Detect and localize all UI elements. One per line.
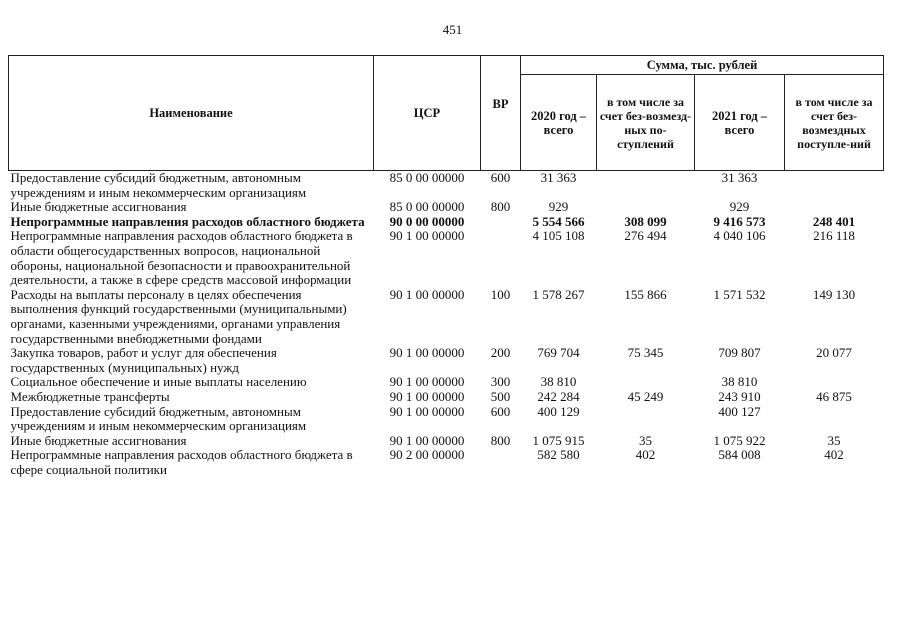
- row-2020-total: 4 105 108: [532, 228, 585, 244]
- row-name: Закупка товаров, работ и услуг для обеспечения государственных (муниципальных) нужд: [10, 345, 277, 375]
- row-2020-free: [597, 171, 695, 201]
- row-2020-free: 155 866: [624, 286, 667, 302]
- header-2021-total: 2021 год – всего: [695, 75, 785, 171]
- row-name: Предоставление субсидий бюджетным, автономным учреждениям и иным некоммерческим организациям: [10, 170, 307, 200]
- row-2021-free: 402: [824, 447, 844, 463]
- header-vr: ВР: [481, 56, 521, 171]
- table-row: [9, 171, 884, 201]
- header-2020-total: 2020 год – всего: [521, 75, 597, 171]
- row-2021-free: [785, 171, 884, 201]
- budget-table: [8, 55, 884, 477]
- row-csr: 85 0 00 00000: [389, 199, 465, 215]
- row-2021-free: 216 118: [813, 228, 855, 244]
- header-2021-free: в том числе за счет без-возмездных поступле-ний: [785, 75, 884, 171]
- row-2021-free: [785, 375, 884, 390]
- row-vr: 600: [490, 403, 511, 419]
- row-2021-total: 9 416 573: [713, 213, 766, 229]
- row-2020-total: 400 129: [537, 403, 580, 419]
- row-name: Непрограммные направления расходов областного бюджета в сфере социальной политики: [10, 447, 353, 477]
- row-vr: 100: [490, 286, 511, 302]
- row-2021-total: 243 910: [718, 388, 761, 404]
- row-csr: 90 2 00 00000: [389, 447, 465, 463]
- row-2020-free: 402: [635, 447, 656, 463]
- row-2021-total: 4 040 106: [713, 228, 766, 244]
- table-row: [9, 215, 884, 230]
- row-2021-total: 38 810: [721, 374, 758, 390]
- row-2021-total: 1 571 532: [713, 286, 766, 302]
- row-vr: 500: [490, 388, 511, 404]
- table-row: [9, 288, 884, 346]
- row-2021-free: 20 077: [816, 345, 852, 361]
- row-vr: 800: [490, 432, 511, 448]
- row-2021-total: 929: [729, 199, 750, 215]
- header-sum-group: Сумма, тыс. рублей: [521, 56, 884, 75]
- row-2021-free: 46 875: [816, 388, 852, 404]
- row-vr: 800: [490, 199, 511, 215]
- row-csr: 90 1 00 00000: [389, 228, 465, 244]
- table-row: [9, 448, 884, 477]
- row-2020-total: 582 580: [537, 447, 580, 463]
- table-row: [9, 346, 884, 375]
- table-header: [9, 56, 884, 171]
- table-body: [9, 171, 884, 478]
- row-csr: 90 1 00 00000: [389, 432, 465, 448]
- row-name: Иные бюджетные ассигнования: [10, 199, 187, 215]
- row-2020-free: 75 345: [627, 345, 664, 361]
- row-2020-total: 1 578 267: [532, 286, 585, 302]
- row-vr: [481, 215, 521, 230]
- table-row: [9, 375, 884, 390]
- table-row: [9, 229, 884, 287]
- header-csr: ЦСР: [374, 56, 481, 171]
- row-vr: [481, 229, 521, 287]
- row-vr: [481, 448, 521, 477]
- row-csr: 90 1 00 00000: [389, 388, 465, 404]
- row-2021-free: 35: [827, 432, 841, 448]
- page-number: 451: [442, 22, 463, 37]
- row-2021-total: 31 363: [721, 170, 758, 185]
- row-csr: 90 1 00 00000: [389, 286, 465, 302]
- row-vr: 200: [490, 345, 511, 361]
- row-2021-total: 584 008: [718, 447, 761, 463]
- row-name: Непрограммные направления расходов областного бюджета в области общегосударственных вопросов, национальной обороны, национальной безопасности и правоохранительной деятельности, а также в сфере средств массовой информации: [10, 228, 353, 288]
- row-csr: 90 1 00 00000: [389, 374, 465, 390]
- row-2020-free: 276 494: [624, 228, 667, 244]
- row-2020-free: 35: [639, 432, 652, 448]
- row-name: Непрограммные направления расходов областного бюджета: [10, 213, 365, 229]
- row-2020-free: [597, 200, 695, 215]
- table-row: [9, 200, 884, 215]
- row-2021-free: [785, 200, 884, 215]
- row-vr: 300: [490, 374, 511, 390]
- row-2021-total: 400 127: [718, 403, 761, 419]
- row-name: Предоставление субсидий бюджетным, автономным учреждениям и иным некоммерческим организациям: [10, 403, 307, 434]
- row-2020-total: 31 363: [540, 170, 577, 185]
- row-name: Межбюджетные трансферты: [10, 388, 170, 404]
- row-2020-total: 5 554 566: [532, 213, 585, 229]
- row-csr: 90 0 00 00000: [389, 213, 465, 229]
- row-2020-free: [597, 375, 695, 390]
- row-name: Иные бюджетные ассигнования: [10, 432, 187, 448]
- row-2021-free: 149 130: [812, 286, 856, 302]
- table-row: [9, 405, 884, 434]
- row-2021-free: 248 401: [812, 213, 856, 229]
- row-2021-free: [785, 405, 884, 434]
- table-row: [9, 390, 884, 405]
- row-name: Расходы на выплаты персоналу в целях обеспечения выполнения функций государственными (муниципальными) органами, казенными учреждениями, органами управления государственными внебюджетными фондами: [10, 286, 347, 346]
- row-csr: 85 0 00 00000: [389, 170, 465, 185]
- row-csr: 90 1 00 00000: [389, 345, 465, 361]
- header-2020-free: в том числе за счет без-возмезд-ных по-ступлений: [597, 75, 695, 171]
- row-2020-free: [597, 405, 695, 434]
- row-2020-total: 929: [548, 199, 569, 215]
- row-2021-total: 1 075 922: [713, 432, 766, 448]
- row-2020-total: 242 284: [537, 388, 580, 404]
- row-2020-free: 308 099: [624, 213, 667, 229]
- row-2020-free: 45 249: [627, 388, 664, 404]
- row-vr: 600: [490, 170, 511, 185]
- row-csr: 90 1 00 00000: [389, 403, 465, 419]
- row-2020-total: 38 810: [540, 374, 577, 390]
- header-name: Наименование: [9, 56, 374, 171]
- row-2020-total: 769 704: [537, 345, 580, 361]
- table-row: [9, 434, 884, 449]
- row-2020-total: 1 075 915: [532, 432, 585, 448]
- row-2021-total: 709 807: [718, 345, 761, 361]
- row-name: Социальное обеспечение и иные выплаты населению: [10, 374, 307, 390]
